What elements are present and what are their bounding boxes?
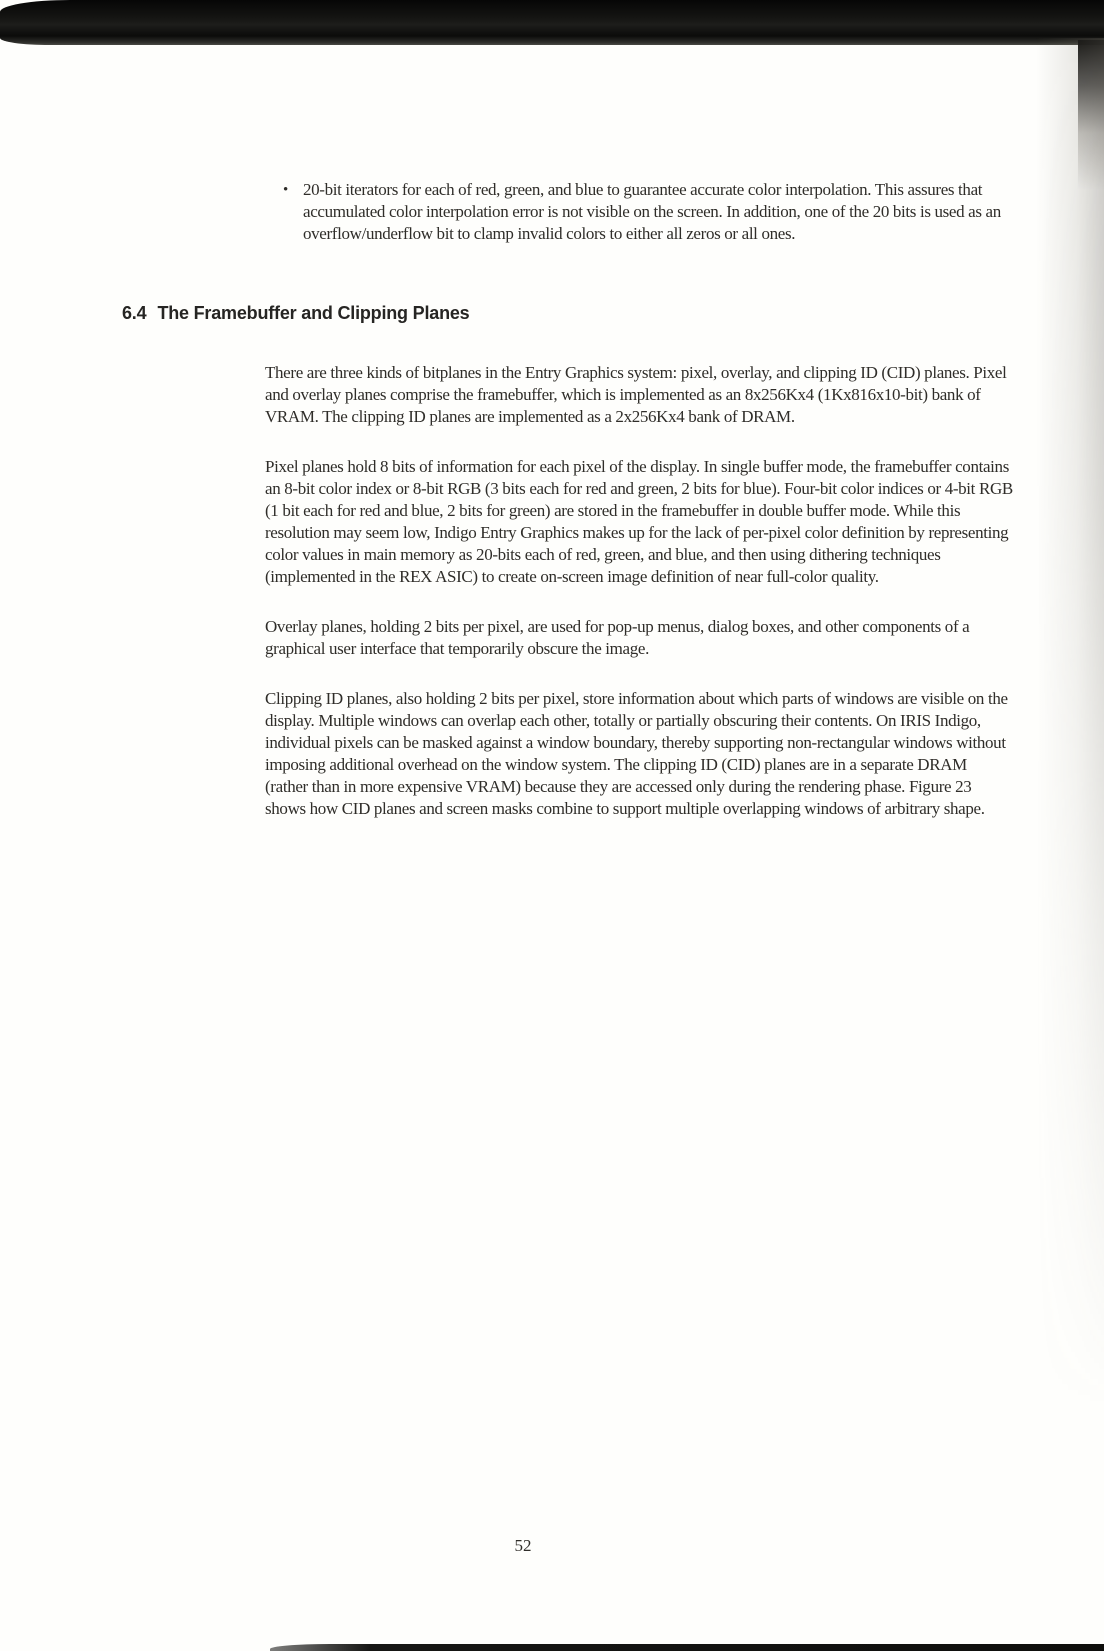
section-title: The Framebuffer and Clipping Planes bbox=[157, 303, 470, 323]
section-heading bbox=[122, 303, 469, 324]
scan-artifact-bottom-bar bbox=[270, 1644, 1104, 1651]
bullet-marker: • bbox=[283, 182, 288, 198]
section-number: 6.4 bbox=[122, 303, 147, 323]
paragraph-overlay-planes: Overlay planes, holding 2 bits per pixel, are used for pop-up menus, dialog boxes, and other components of a graphical user interface that temporarily obscure the image. bbox=[265, 617, 970, 658]
body-text bbox=[265, 362, 1013, 848]
scan-artifact-top-bar bbox=[0, 0, 1104, 45]
paragraph-clipping-id-planes: Clipping ID planes, also holding 2 bits per pixel, store information about which parts of windows are visible on the display. Multiple windows can overlap each other, totally or partially obscuring their contents. On IRIS Indigo, individual pixels can be masked against a window boundary, thereby supporting non-rectangular windows without imposing additional overhead on the window system. The clipping ID (CID) planes are in a separate DRAM (rather than in more expensive VRAM) because they are accessed only during the rendering phase. Figure 23 shows how CID planes and screen masks combine to support multiple overlapping windows of arbitrary shape. bbox=[265, 689, 1008, 818]
bullet-item bbox=[283, 179, 1013, 245]
bullet-text: 20-bit iterators for each of red, green, and blue to guarantee accurate color interpolation. This assures that accumulated color interpolation error is not visible on the screen. In addition, one of the 20 bits is used as an overflow/underflow bit to clamp invalid colors to either all zeros or all ones. bbox=[303, 180, 1001, 243]
page-number: 52 bbox=[514, 1536, 532, 1555]
paragraph-pixel-planes: Pixel planes hold 8 bits of information for each pixel of the display. In single buffer mode, the framebuffer contains an 8-bit color index or 8-bit RGB (3 bits each for red and green, 2 bits for blue). Four-bit color indices or 4-bit RGB (1 bit each for red and blue, 2 bits for green) are stored in the framebuffer in double buffer mode. While this resolution may seem low, Indigo Entry Graphics makes up for the lack of per-pixel color definition by representing color values in main memory as 20-bits each of red, green, and blue, and then using dithering techniques (implemented in the REX ASIC) to create on-screen image definition of near full-color quality. bbox=[265, 457, 1013, 586]
page-edge-shadow bbox=[1036, 38, 1104, 1651]
paragraph-framebuffer-overview: There are three kinds of bitplanes in the Entry Graphics system: pixel, overlay, and clipping ID (CID) planes. Pixel and overlay planes comprise the framebuffer, which is implemented as an 8x256Kx4 (1Kx816x10-bit) bank of VRAM. The clipping ID planes are implemented as a 2x256Kx4 bank of DRAM. bbox=[265, 363, 1007, 426]
